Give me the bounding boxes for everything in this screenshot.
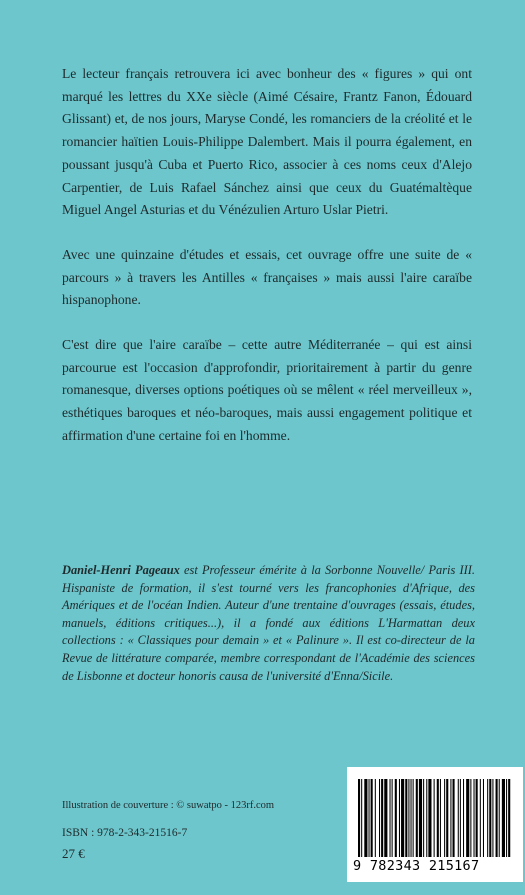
blurb-paragraph-2: Avec une quinzaine d'études et essais, cet ouvrage offre une suite de « parcours » à travers les Antilles « françaises » mais aussi l'aire caraïbe hispanophone. (62, 246, 472, 308)
isbn: ISBN : 978-2-343-21516-7 (62, 827, 188, 839)
barcode-bars (358, 779, 513, 859)
author-bio (62, 562, 475, 685)
barcode (347, 767, 523, 882)
cover-illustration-credit: Illustration de couverture : © suwatpo - 123rf.com (62, 800, 275, 811)
blurb-paragraph-3: C'est dire que l'aire caraïbe – cette autre Méditerranée – qui est ainsi parcourue est l'occasion d'approfondir, prioritairement à partir du genre romanesque, diverses options poétiques où se mêlent « réel merveilleux », esthétiques baroques et néo-baroques, mais aussi engagement politique et affirmation d'une certaine foi en l'homme. (62, 337, 472, 443)
barcode-digits: 9 782343 215167 (353, 858, 480, 874)
price: 27 € (62, 846, 85, 861)
blurb-paragraph-1: Le lecteur français retrouvera ici avec bonheur des « figures » qui ont marqué les lettres du XXe siècle (Aimé Césaire, Frantz Fanon, Édouard Glissant) et, de nos jours, Maryse Condé, les romanciers de la créolité et le romancier haïtien Louis-Philippe Dalembert. Mais il pourra également, en poussant jusqu'à Cuba et Puerto Rico, associer à ces noms ceux d'Alejo Carpentier, de Luis Rafael Sánchez ainsi que ceux du Guatémaltèque Miguel Angel Asturias et du Vénézulien Arturo Uslar Pietri. (62, 66, 472, 218)
author-name: Daniel-Henri Pageaux (62, 563, 180, 577)
back-cover-blurb (62, 63, 472, 470)
author-bio-text: est Professeur émérite à la Sorbonne Nouvelle/ Paris III. Hispaniste de formation, il s'est tourné vers les francophonies d'Afrique, des Amériques et de l'océan Indien. Auteur d'une trentaine d'ouvrages (essais, études, manuels, éditions critiques...), il a fondé aux éditions L'Harmattan deux collections : « Classiques pour demain » et « Palinure ». Il est co-directeur de la Revue de littérature comparée, membre correspondant de l'Académie des sciences de Lisbonne et docteur honoris causa de l'université d'Enna/Sicile. (62, 563, 475, 683)
